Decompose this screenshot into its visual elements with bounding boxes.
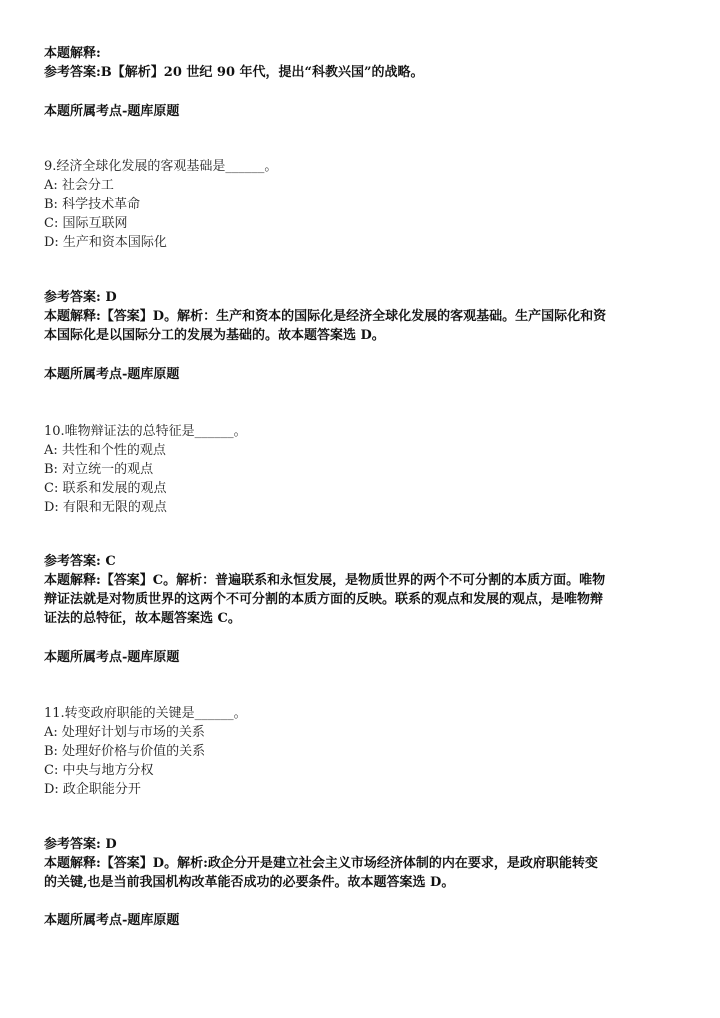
option-b: B: 对立统一的观点 (44, 462, 154, 477)
option-b: B: 处理好价格与价值的关系 (44, 744, 206, 759)
option-c: C: 国际互联网 (44, 216, 128, 231)
intro-topic: 本题所属考点-题库原题 (44, 104, 180, 119)
option-c: C: 联系和发展的观点 (44, 481, 167, 496)
option-a: A: 共性和个性的观点 (44, 443, 166, 458)
topic-line: 本题所属考点-题库原题 (44, 650, 180, 665)
topic-line: 本题所属考点-题库原题 (44, 367, 180, 382)
explanation (44, 307, 680, 345)
intro-answer-line: 参考答案:B【解析】20 世纪 90 年代，提出“科教兴国”的战略。 (44, 65, 424, 80)
question-block (44, 704, 680, 799)
explanation-line: 本题解释:【答案】C。解析：普遍联系和永恒发展，是物质世界的两个不可分割的本质方面。唯物 (44, 573, 606, 588)
explanation (44, 854, 680, 892)
intro-explain-heading: 本题解释: (44, 46, 101, 61)
question-stem: 10.唯物辩证法的总特征是______。 (44, 424, 247, 439)
option-d: D: 政企职能分开 (44, 782, 141, 797)
answer-line: 参考答案: D (44, 290, 117, 305)
explanation-line: 本国际化是以国际分工的发展为基础的。故本题答案选 D。 (44, 328, 385, 343)
explanation-line: 的关键,也是当前我国机构改革能否成功的必要条件。故本题答案选 D。 (44, 875, 455, 890)
topic-line: 本题所属考点-题库原题 (44, 913, 180, 928)
option-d: D: 生产和资本国际化 (44, 235, 167, 250)
explanation-line: 证法的总特征，故本题答案选 C。 (44, 611, 241, 626)
explanation-line: 本题解释:【答案】D。解析:政企分开是建立社会主义市场经济体制的内在要求，是政府职能转变 (44, 856, 598, 871)
option-a: A: 社会分工 (44, 178, 114, 193)
option-c: C: 中央与地方分权 (44, 763, 154, 778)
option-d: D: 有限和无限的观点 (44, 500, 167, 515)
answer-line: 参考答案: D (44, 837, 117, 852)
question-block (44, 157, 680, 252)
answer-line: 参考答案: C (44, 554, 116, 569)
explanation (44, 571, 680, 628)
option-b: B: 科学技术革命 (44, 197, 141, 212)
explanation-line: 本题解释:【答案】D。解析：生产和资本的国际化是经济全球化发展的客观基础。生产国际化和资 (44, 309, 607, 324)
option-a: A: 处理好计划与市场的关系 (44, 725, 205, 740)
explanation-line: 辩证法就是对物质世界的这两个不可分割的本质方面的反映。联系的观点和发展的观点，是唯物辩 (44, 592, 604, 607)
question-stem: 9.经济全球化发展的客观基础是______。 (44, 159, 278, 174)
question-stem: 11.转变政府职能的关键是______。 (44, 706, 247, 721)
question-block (44, 422, 680, 517)
